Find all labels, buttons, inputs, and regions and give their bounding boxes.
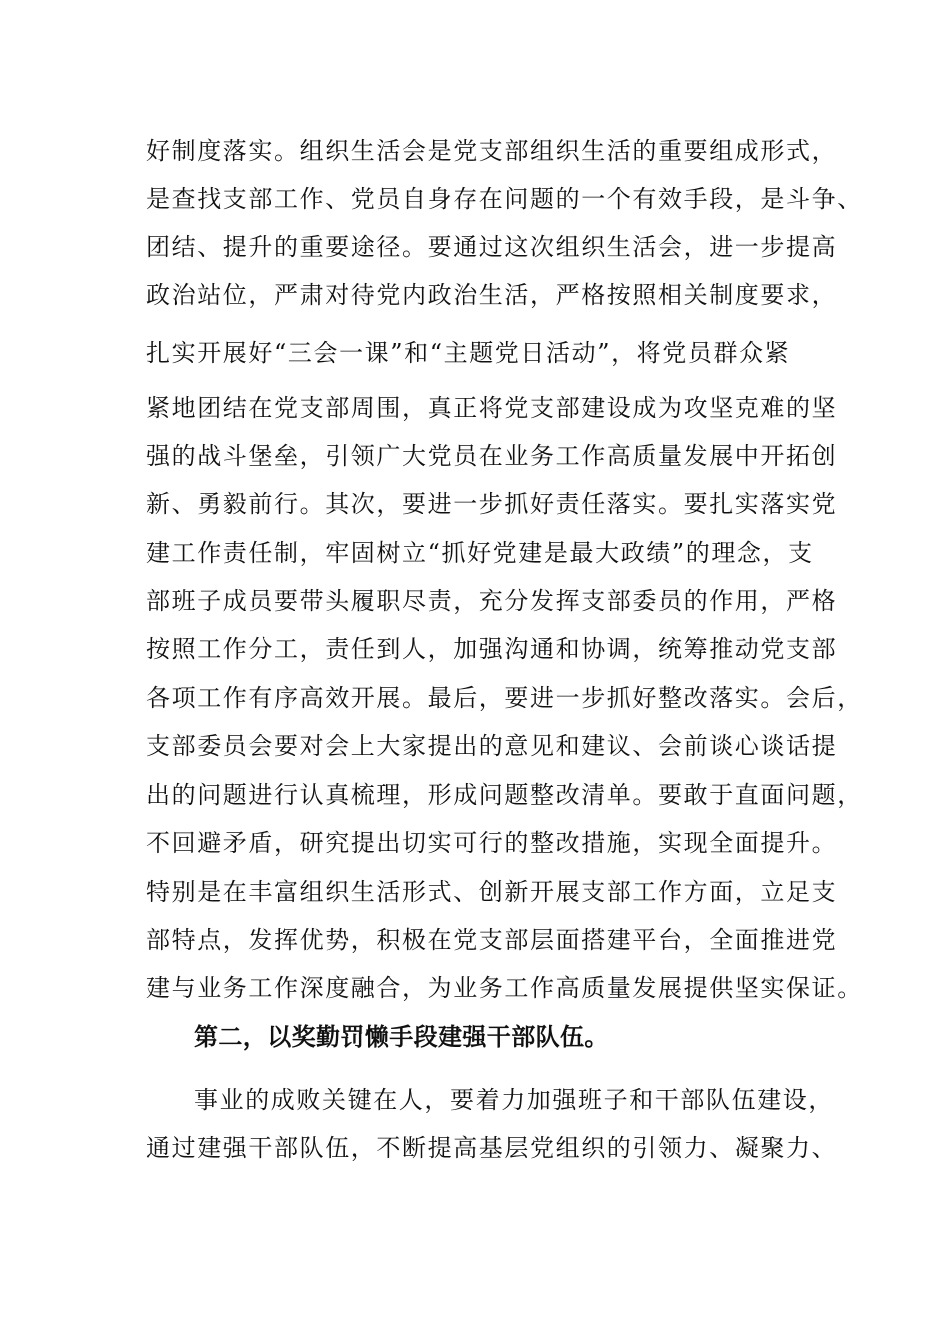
text-line: 特别是在丰富组织生活形式、创新开展支部工作方面，立足支 bbox=[146, 878, 838, 906]
text-line: 新、勇毅前行。其次，要进一步抓好责任落实。要扎实落实党 bbox=[146, 490, 838, 518]
text-line: 团结、提升的重要途径。要通过这次组织生活会，进一步提高 bbox=[146, 233, 838, 261]
text-line: 政治站位，严肃对待党内政治生活，严格按照相关制度要求， bbox=[146, 281, 838, 309]
text-line: 紧地团结在党支部周围，真正将党支部建设成为攻坚克难的坚 bbox=[146, 394, 838, 422]
text-line: 按照工作分工，责任到人，加强沟通和协调，统筹推动党支部 bbox=[146, 635, 838, 663]
text-line: 建与业务工作深度融合，为业务工作高质量发展提供坚实保证。 bbox=[146, 974, 863, 1002]
section-heading: 第二，以奖勤罚懒手段建强干部队伍。 bbox=[194, 1023, 609, 1051]
text-line: 好制度落实。组织生活会是党支部组织生活的重要组成形式， bbox=[146, 137, 838, 165]
text-line: 事业的成败关键在人，要着力加强班子和干部队伍建设， bbox=[194, 1086, 834, 1114]
text-line: 强的战斗堡垒，引领广大党员在业务工作高质量发展中开拓创 bbox=[146, 442, 838, 470]
text-line: 部特点，发挥优势，积极在党支部层面搭建平台，全面推进党 bbox=[146, 926, 838, 954]
text-line: 是查找支部工作、党员自身存在问题的一个有效手段，是斗争、 bbox=[146, 185, 863, 213]
text-line: 出的问题进行认真梳理，形成问题整改清单。要敢于直面问题， bbox=[146, 781, 863, 809]
text-line: 建工作责任制，牢固树立“抓好党建是最大政绩”的理念，支 bbox=[146, 539, 814, 567]
text-line: 通过建强干部队伍，不断提高基层党组织的引领力、凝聚力、 bbox=[146, 1134, 838, 1162]
text-line: 扎实开展好“三会一课”和“主题党日活动”，将党员群众紧 bbox=[146, 339, 791, 367]
text-line: 支部委员会要对会上大家提出的意见和建议、会前谈心谈话提 bbox=[146, 732, 838, 760]
text-line: 各项工作有序高效开展。最后，要进一步抓好整改落实。会后， bbox=[146, 684, 863, 712]
text-line: 不回避矛盾，研究提出切实可行的整改措施，实现全面提升。 bbox=[146, 829, 838, 857]
text-line: 部班子成员要带头履职尽责，充分发挥支部委员的作用，严格 bbox=[146, 587, 838, 615]
